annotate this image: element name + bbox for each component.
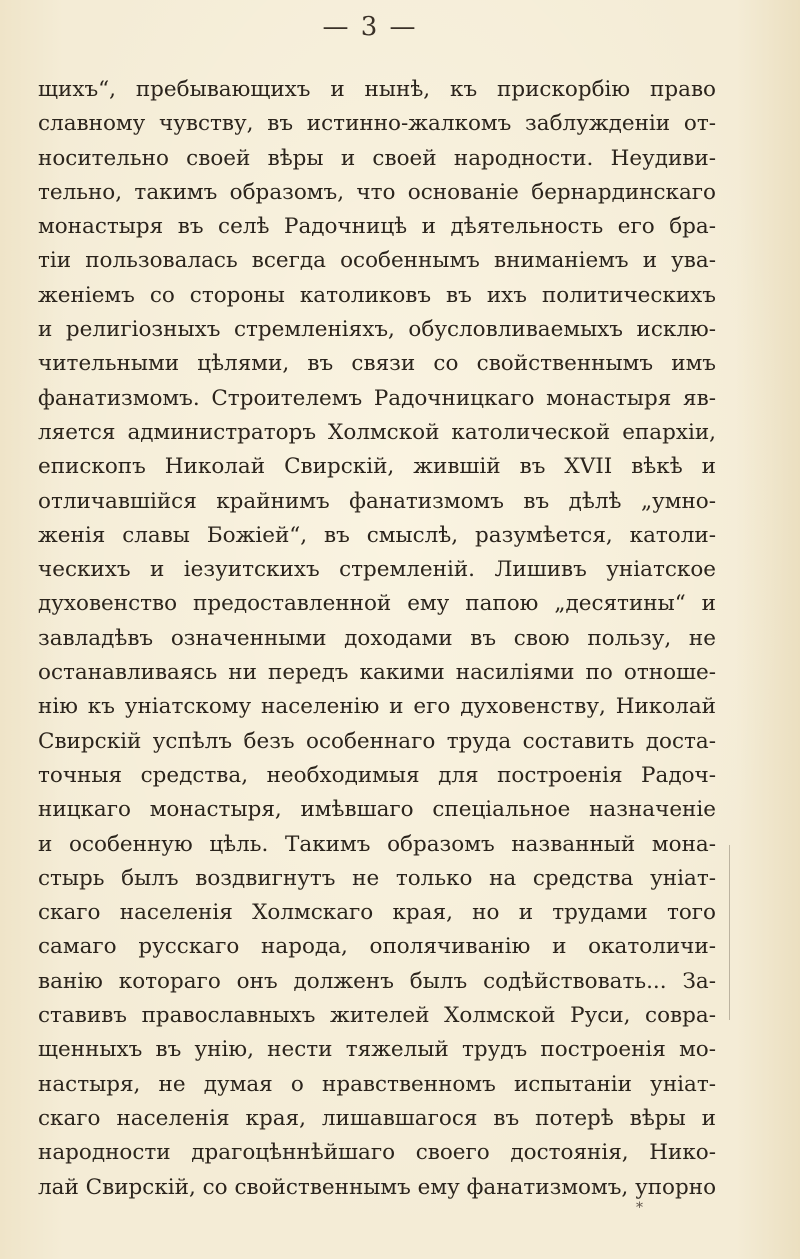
text-line: фанатизмомъ. Строителемъ Радочницкаго монастыря яв-: [38, 385, 716, 411]
text-line: точныя средства, необходимыя для построенія Радоч-: [38, 762, 716, 788]
text-line: ляется администраторъ Холмской католической епархіи,: [38, 419, 716, 445]
text-line: завладѣвъ означенными доходами въ свою пользу, не: [38, 625, 716, 651]
text-line: и религіозныхъ стремленіяхъ, обусловливаемыхъ исклю-: [38, 317, 716, 343]
text-line: Свирскій успѣлъ безъ особеннаго труда составить доста-: [38, 728, 716, 754]
text-line: народности драгоцѣннѣйшаго своего достоянія, Нико-: [38, 1140, 716, 1166]
text-line: останавливаясь ни передъ какими насиліями по отноше-: [38, 660, 716, 686]
body-text: [38, 73, 716, 1205]
signature-mark: *: [636, 1200, 643, 1216]
page-number: — 3 —: [322, 12, 418, 42]
text-line: чительными цѣлями, въ связи со свойственнымъ имъ: [38, 351, 716, 377]
text-line: женіемъ со стороны католиковъ въ ихъ политическихъ: [38, 282, 716, 308]
text-line: скаго населенія края, лишавшагося въ потерѣ вѣры и: [38, 1105, 716, 1131]
text-line: носительно своей вѣры и своей народности. Неудиви-: [38, 145, 716, 171]
text-line: скаго населенія Холмскаго края, но и трудами того: [38, 900, 716, 926]
text-line: стырь былъ воздвигнутъ не только на средства уніат-: [38, 865, 716, 891]
text-line: духовенство предоставленной ему папою „десятины“ и: [38, 591, 716, 617]
text-line: самаго русскаго народа, ополячиванію и окатоличи-: [38, 934, 716, 960]
text-line: настыря, не думая о нравственномъ испытаніи уніат-: [38, 1071, 716, 1097]
margin-rule: [729, 845, 730, 1020]
text-line: отличавшійся крайнимъ фанатизмомъ въ дѣлѣ „умно-: [38, 488, 716, 514]
text-line: монастыря въ селѣ Радочницѣ и дѣятельность его бра-: [38, 214, 716, 240]
text-line: нію къ уніатскому населенію и его духовенству, Николай: [38, 694, 716, 720]
text-line: тельно, такимъ образомъ, что основаніе бернардинскаго: [38, 179, 716, 205]
text-line: ставивъ православныхъ жителей Холмской Руси, совра-: [38, 1003, 716, 1029]
text-line: ческихъ и іезуитскихъ стремленій. Лишивъ уніатское: [38, 557, 716, 583]
text-line: женія славы Божіей“, въ смыслѣ, разумѣется, католи-: [38, 522, 716, 548]
text-line: епископъ Николай Свирскій, жившій въ XVII вѣкѣ и: [38, 454, 716, 480]
text-line: лай Свирскій, со свойственнымъ ему фанатизмомъ, упорно: [38, 1174, 717, 1200]
text-line: ницкаго монастыря, имѣвшаго спеціальное назначеніе: [38, 797, 716, 823]
text-line: и особенную цѣль. Такимъ образомъ названный мона-: [38, 831, 716, 857]
text-line: щенныхъ въ унію, нести тяжелый трудъ построенія мо-: [38, 1037, 716, 1063]
text-line: тіи пользовалась всегда особеннымъ вниманіемъ и ува-: [38, 248, 716, 274]
text-line: щихъ“, пребывающихъ и нынѣ, къ прискорбію право: [38, 77, 716, 102]
text-line: славному чувству, въ истинно-жалкомъ заблужденіи от-: [38, 111, 716, 137]
text-line: ванію котораго онъ долженъ былъ содѣйствовать... За-: [38, 968, 716, 994]
